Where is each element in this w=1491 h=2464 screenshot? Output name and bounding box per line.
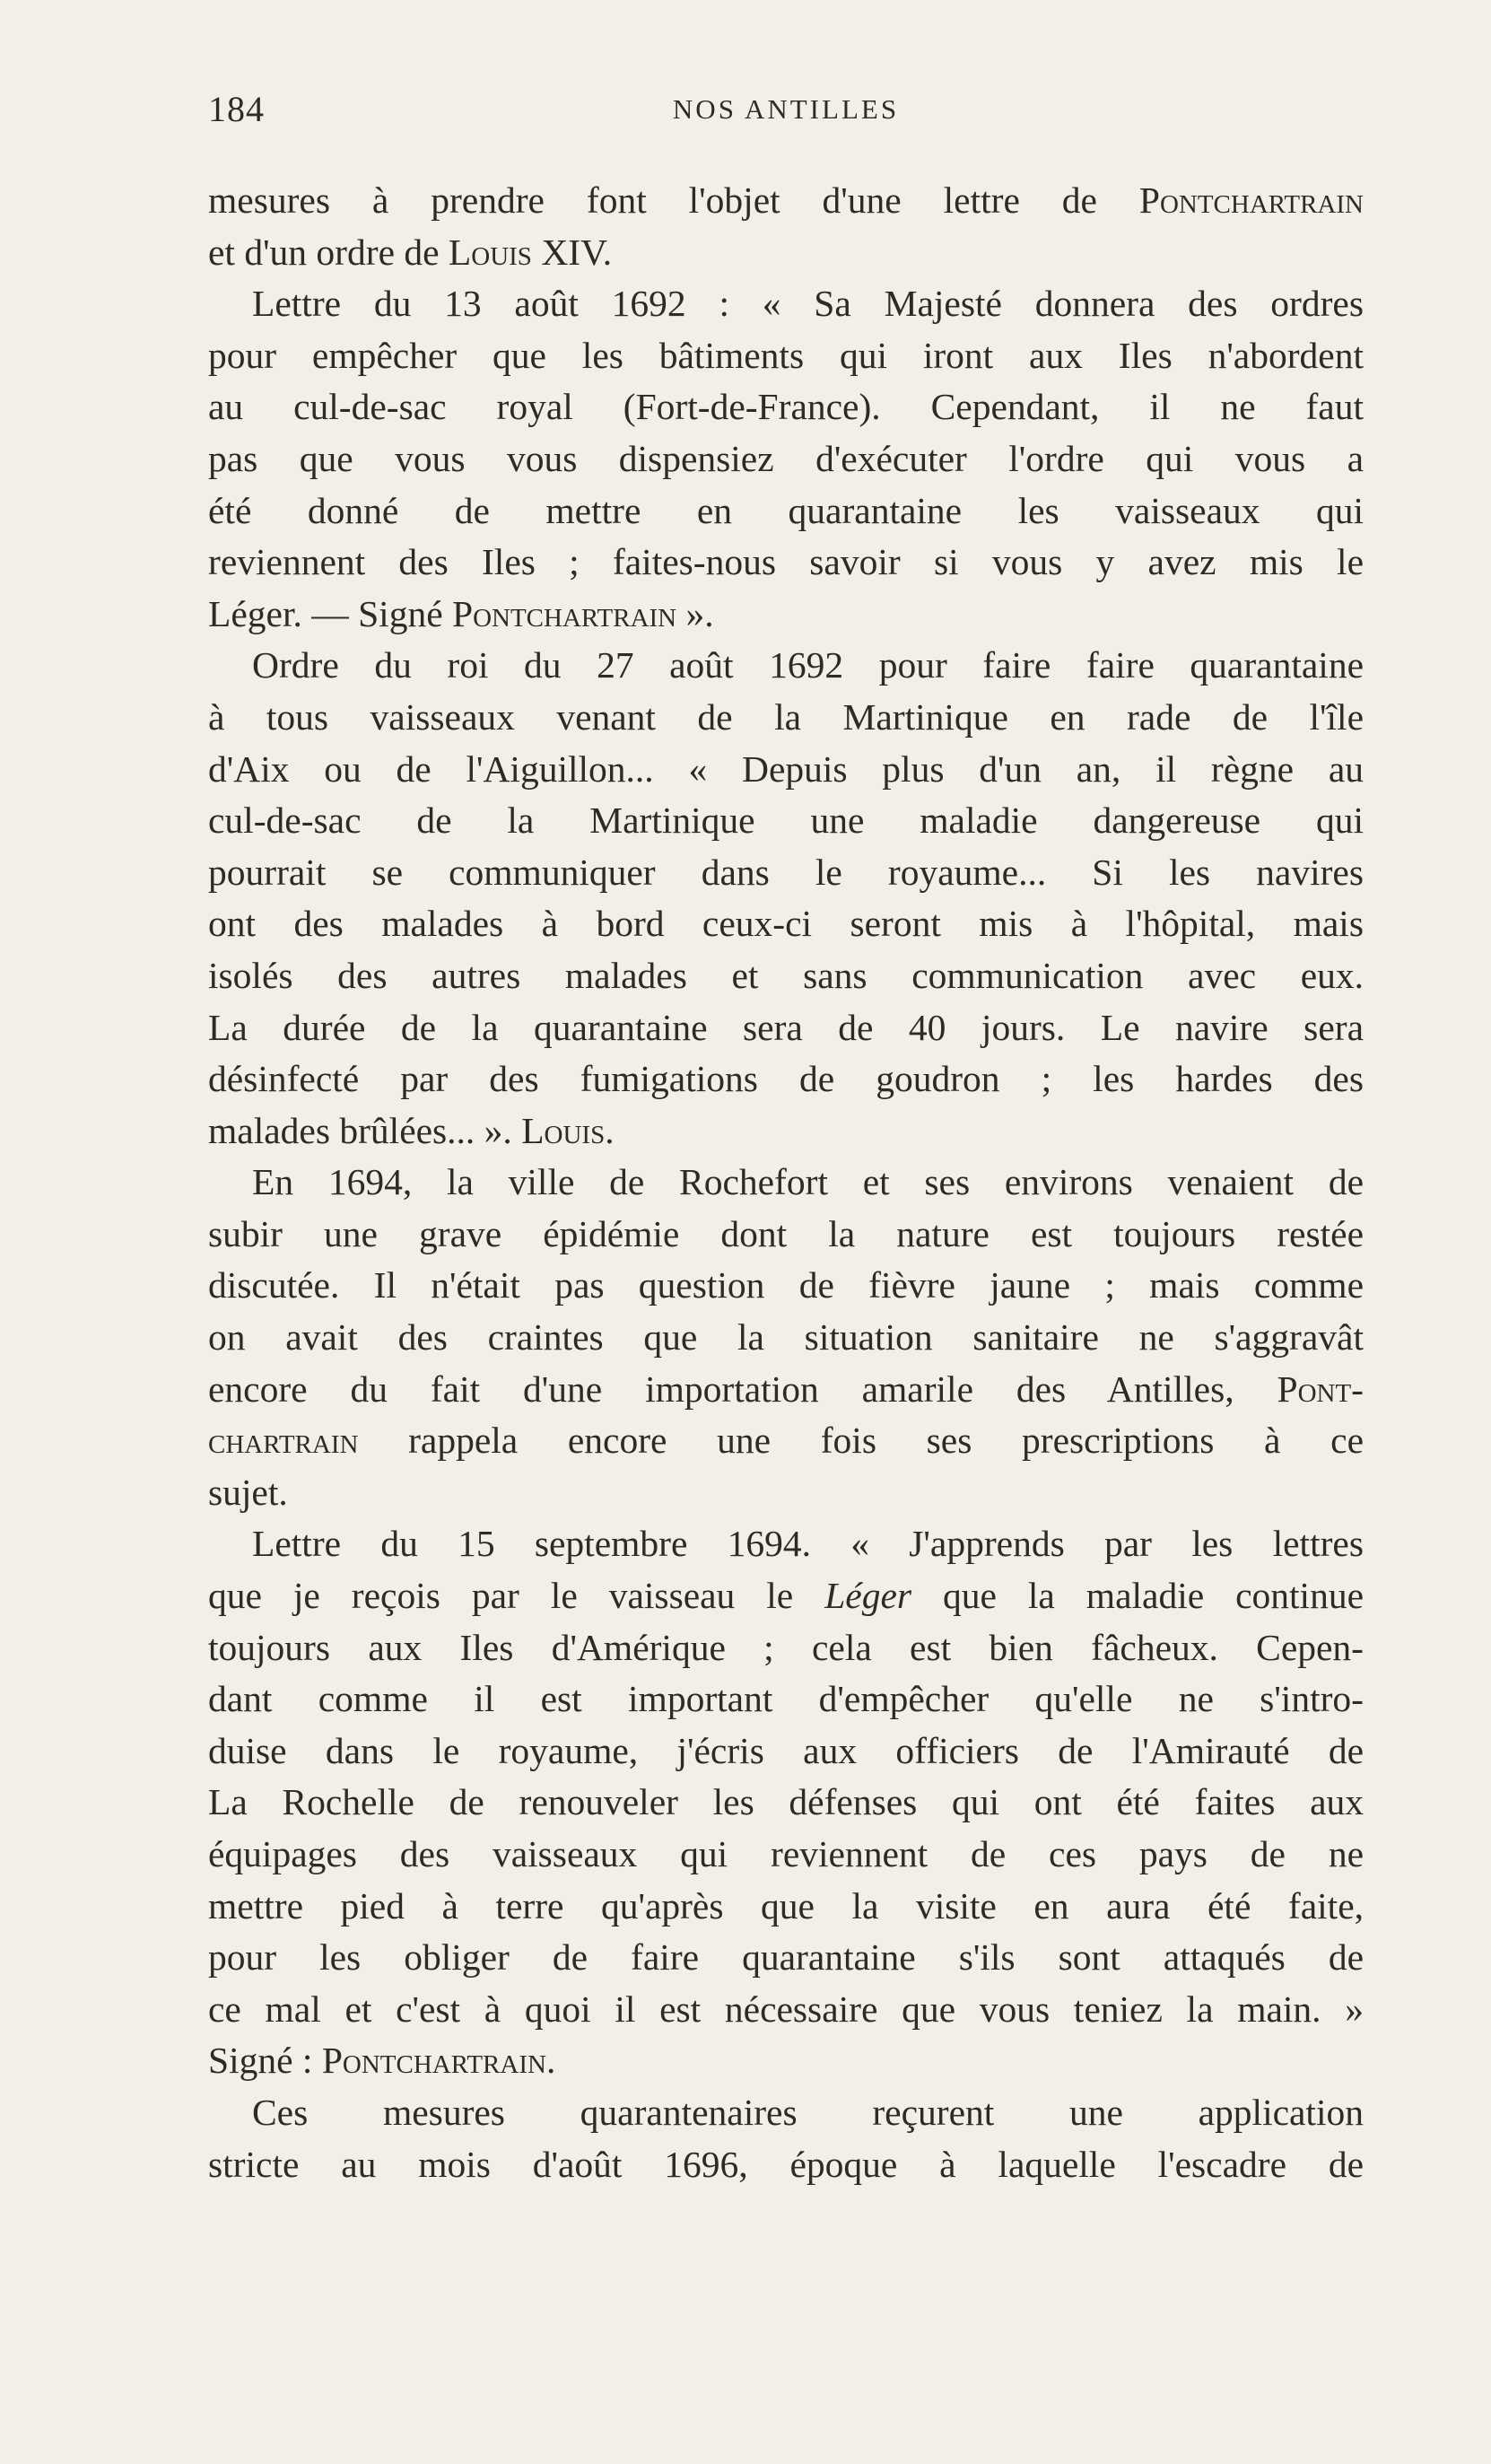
text-line-17: La durée de la quarantaine sera de 40 jours. Le navire sera: [208, 1006, 1364, 1048]
text-line-13: cul-de-sac de la Martinique une maladie dangereuse qui: [208, 799, 1364, 842]
text-line-31: duise dans le royaume, j'écris aux officiers de l'Amirauté de: [208, 1729, 1364, 1771]
body-text: [208, 175, 1364, 2190]
text-line-9: Léger. — Signé Pontchartrain ».: [208, 592, 714, 634]
text-line-12: d'Aix ou de l'Aiguillon... « Depuis plus d'un an, il règne au: [208, 747, 1364, 790]
text-line-29: toujours aux Iles d'Amérique ; cela est bien fâcheux. Cepen-: [208, 1626, 1364, 1668]
text-line-36: ce mal et c'est à quoi il est nécessaire que vous teniez la main. »: [208, 1988, 1364, 2030]
text-line-21: subir une grave épidémie dont la nature est toujours restée: [208, 1212, 1364, 1254]
text-line-27: Lettre du 15 septembre 1694. « J'apprends par les lettres: [252, 1523, 1364, 1565]
text-line-23: on avait des craintes que la situation sanitaire ne s'aggravât: [208, 1316, 1364, 1359]
page-number: 184: [208, 89, 265, 129]
text-line-18: désinfecté par des fumigations de goudron ; les hardes des: [208, 1058, 1364, 1100]
name-pont: Pont-: [1277, 1367, 1364, 1410]
text-line-25: chartrain rappela encore une fois ses prescriptions à ce: [208, 1420, 1364, 1462]
text-line-26: sujet.: [208, 1471, 288, 1513]
text-line-11: à tous vaisseaux venant de la Martinique en rade de l'île: [208, 695, 1364, 738]
text-line-2: et d'un ordre de Louis XIV.: [208, 231, 613, 273]
text-line-22: discutée. Il n'était pas question de fièvre jaune ; mais comme: [208, 1264, 1364, 1306]
text-line-35: pour les obliger de faire quarantaine s'ils sont attaqués de: [208, 1936, 1364, 1979]
name-pontchartrain: Pontchartrain: [1138, 179, 1364, 221]
text-line-24: encore du fait d'une importation amarile des Antilles, Pont-: [208, 1367, 1364, 1410]
text-line-10: Ordre du roi du 27 août 1692 pour faire faire quarantaine: [252, 644, 1364, 686]
text-line-1: mesures à prendre font l'objet d'une lettre de Pontchartrain: [208, 179, 1364, 221]
text-line-34: mettre pied à terre qu'après que la visite en aura été faite,: [208, 1884, 1364, 1927]
name-louis: Louis: [448, 231, 532, 273]
text-line-39: stricte au mois d'août 1696, époque à laquelle l'escadre de: [208, 2143, 1364, 2185]
text-line-4: pour empêcher que les bâtiments qui iront aux Iles n'abordent: [208, 334, 1364, 376]
text-line-32: La Rochelle de renouveler les défenses qui ont été faites aux: [208, 1781, 1364, 1823]
name-pontchartrain: Pontchartrain: [452, 592, 677, 634]
text-line-33: équipages des vaisseaux qui reviennent de ces pays de ne: [208, 1833, 1364, 1874]
text-line-28: que je reçois par le vaisseau le Léger que la maladie continue: [208, 1575, 1365, 1617]
name-chartrain: chartrain: [208, 1420, 359, 1462]
text-line-30: dant comme il est important d'empêcher qu'elle ne s'intro-: [208, 1678, 1364, 1720]
text-line-15: ont des malades à bord ceux-ci seront mis à l'hôpital, mais: [208, 903, 1364, 945]
text-line-6: pas que vous vous dispensiez d'exécuter l'ordre qui vous a: [208, 437, 1364, 479]
text-line-3: Lettre du 13 août 1692 : « Sa Majesté donnera des ordres: [252, 283, 1364, 325]
text-line-14: pourrait se communiquer dans le royaume... Si les navires: [208, 851, 1364, 893]
text-line-20: En 1694, la ville de Rochefort et ses environs venaient de: [252, 1161, 1364, 1203]
ship-name-leger: Léger: [824, 1575, 912, 1617]
text-line-16: isolés des autres malades et sans communication avec eux.: [208, 954, 1364, 996]
text-line-38: Ces mesures quarantenaires reçurent une application: [252, 2091, 1364, 2133]
text-line-7: été donné de mettre en quarantaine les vaisseaux qui: [208, 489, 1364, 531]
text-line-37: Signé : Pontchartrain.: [208, 2040, 556, 2082]
page-header: [208, 88, 1364, 142]
text-line-8: reviennent des Iles ; faites-nous savoir si vous y avez mis le: [208, 541, 1364, 583]
name-louis: Louis: [521, 1109, 606, 1151]
name-pontchartrain: Pontchartrain: [321, 2040, 546, 2082]
text-line-19: malades brûlées... ». Louis.: [208, 1109, 615, 1151]
text-line-5: au cul-de-sac royal (Fort-de-France). Cependant, il ne faut: [208, 386, 1364, 428]
running-head: NOS ANTILLES: [672, 93, 900, 125]
